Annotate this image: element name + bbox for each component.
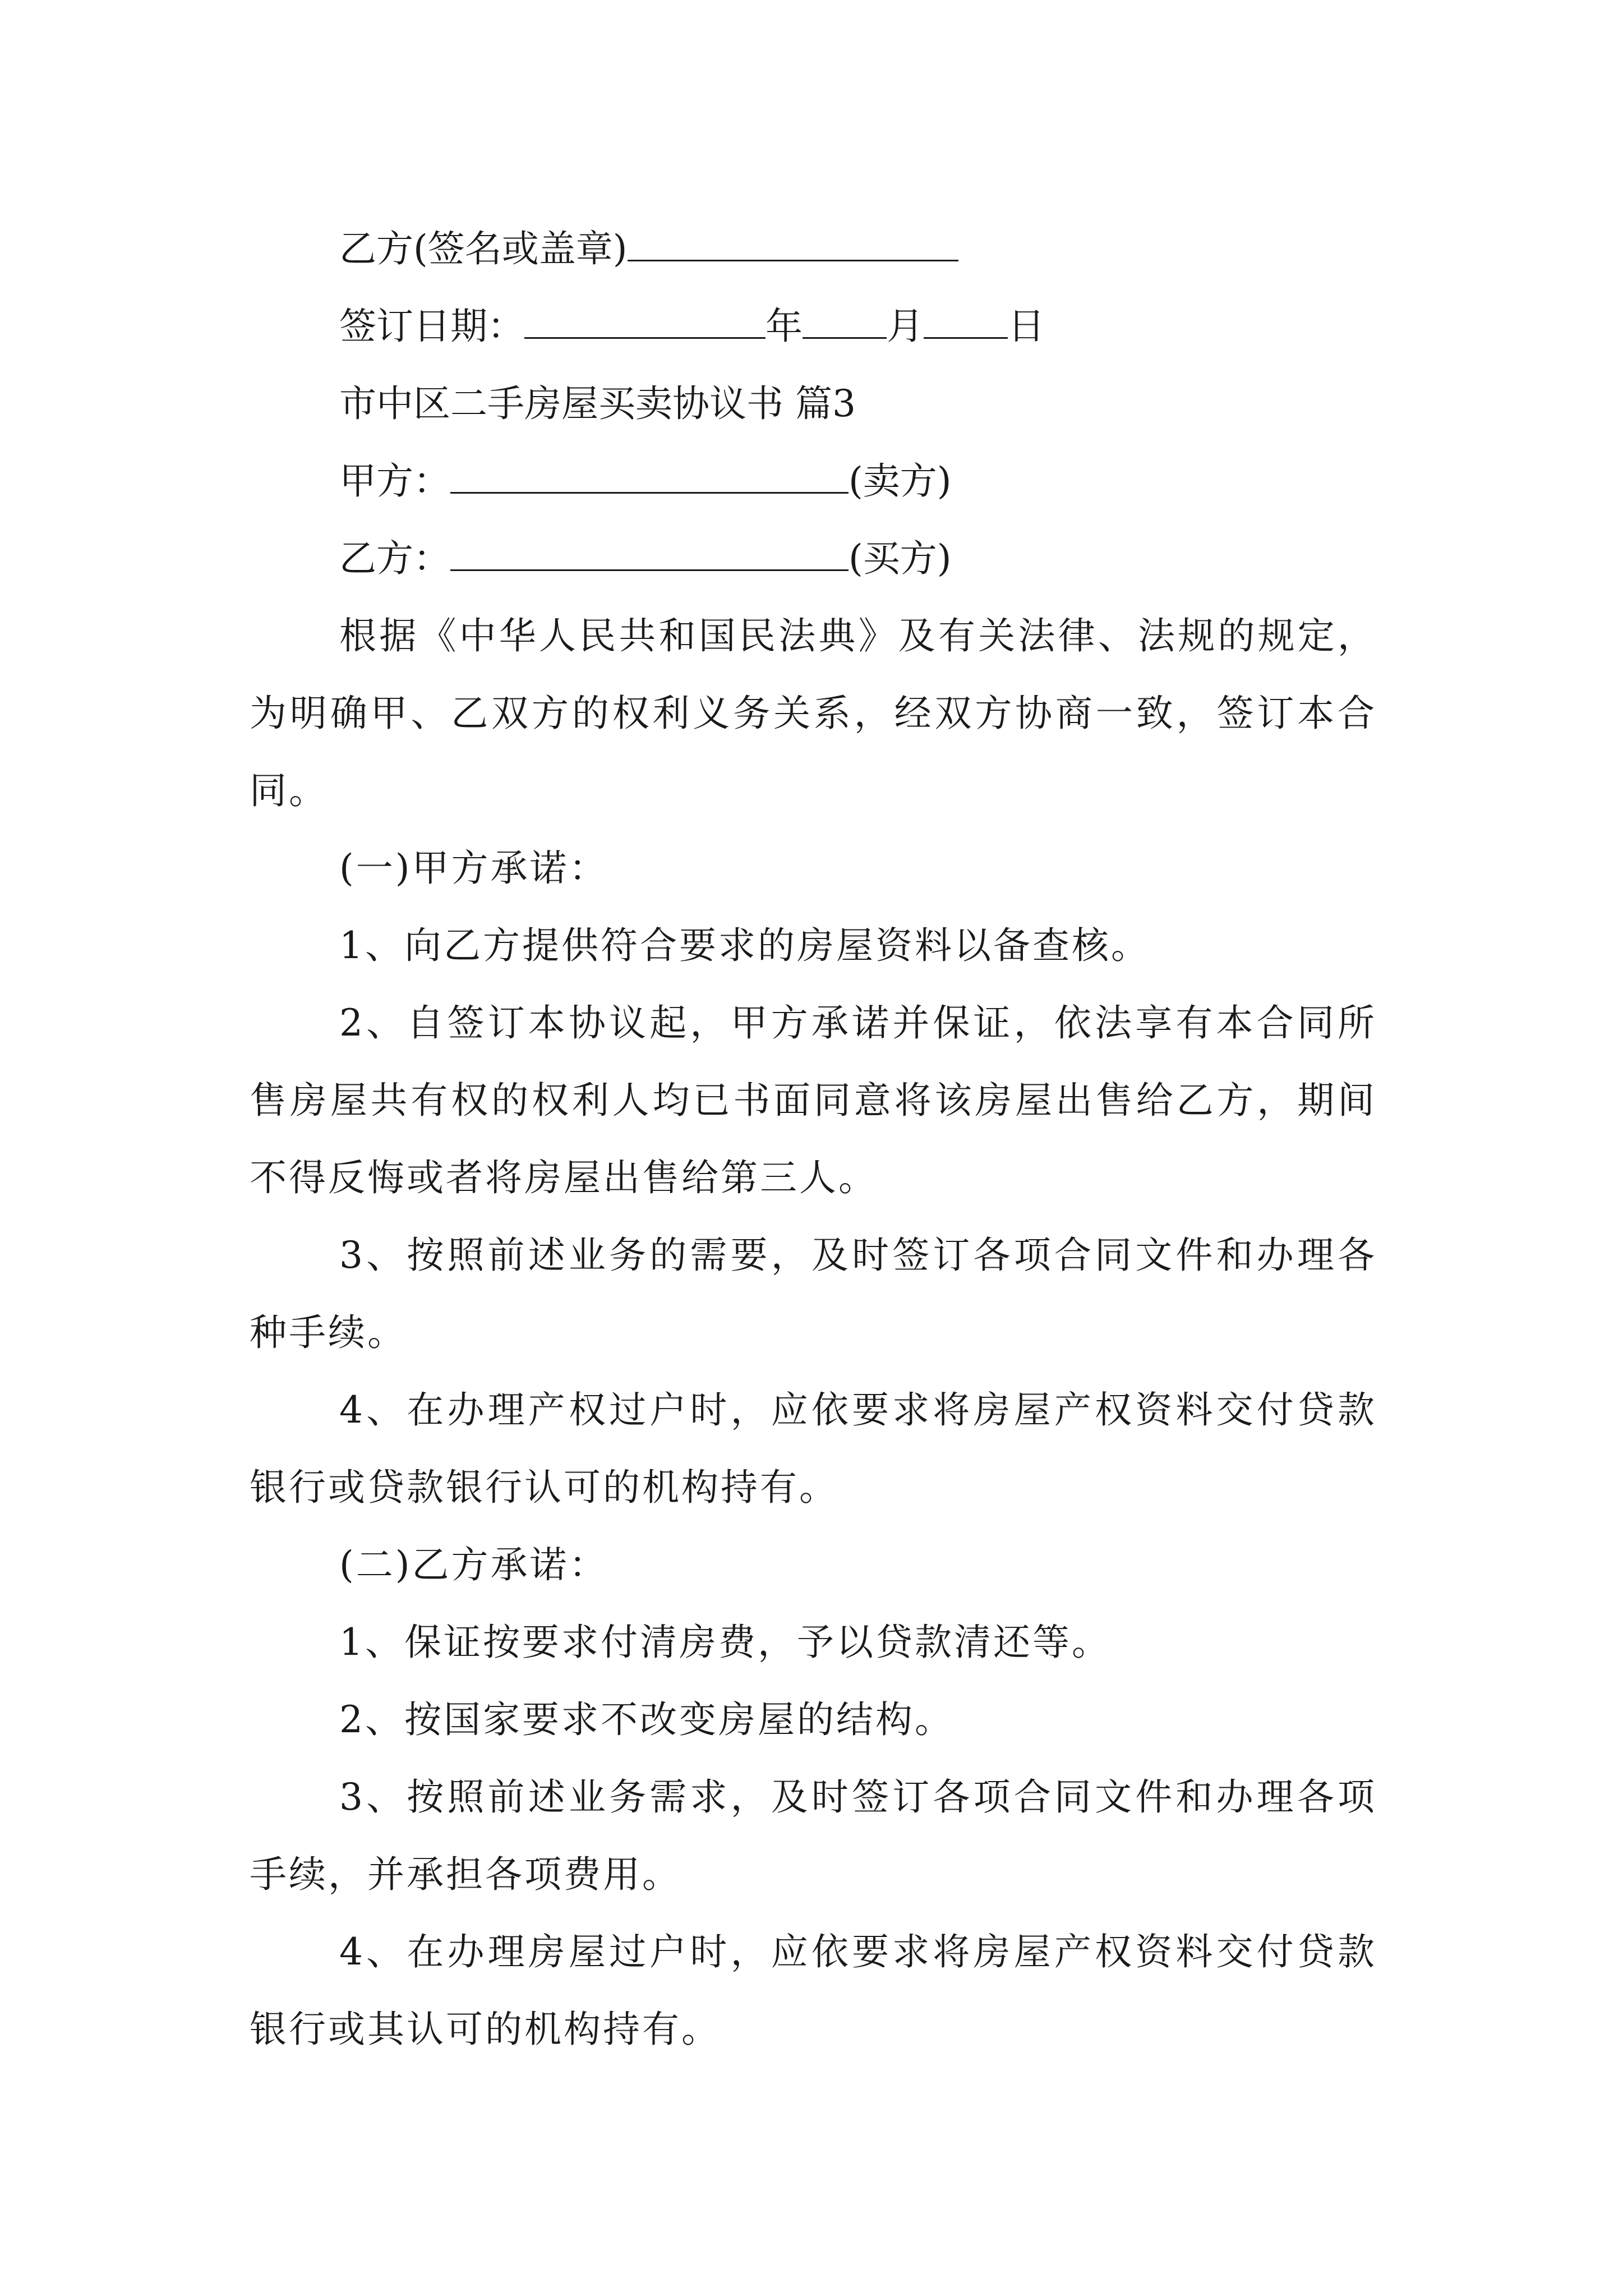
party-a-label: 甲方：	[339, 459, 450, 503]
section-title: 市中区二手房屋买卖协议书 篇3	[339, 382, 856, 425]
party-b-item-3: 3、按照前述业务需求，及时签订各项合同文件和办理各项手续，并承担各项费用。	[250, 1775, 1377, 1896]
intro-paragraph: 根据《中华人民共和国民法典》及有关法律、法规的规定，为明确甲、乙双方的权利义务关系，经双方协商一致，签订本合同。	[250, 614, 1377, 812]
sign-date-label: 签订日期：	[339, 305, 524, 348]
party-b-role: (买方)	[849, 537, 952, 580]
party-b-item-1: 1、保证按要求付清房费，予以贷款清还等。	[339, 1621, 1111, 1664]
year-label: 年	[766, 305, 803, 348]
month-label: 月	[887, 305, 924, 348]
party-b-signature-line	[250, 210, 1377, 288]
party-a-item-1: 1、向乙方提供符合要求的房屋资料以备查核。	[339, 924, 1150, 967]
party-b-heading: (二)乙方承诺：	[339, 1543, 608, 1586]
sign-year-blank	[524, 305, 766, 339]
party-a-item-3: 3、按照前述业务的需要，及时签订各项合同文件和办理各种手续。	[250, 1234, 1377, 1354]
party-a-heading: (一)甲方承诺：	[339, 846, 608, 890]
day-label: 日	[1008, 305, 1045, 348]
party-b-signature-label: 乙方(签名或盖章)	[339, 227, 628, 270]
party-a-item-4: 4、在办理产权过户时，应依要求将房屋产权资料交付贷款银行或贷款银行认可的机构持有。	[250, 1388, 1377, 1509]
party-a-line	[250, 443, 1377, 520]
document-body	[250, 210, 1377, 2068]
party-b-signature-blank	[628, 227, 958, 261]
party-b-label: 乙方：	[339, 537, 450, 580]
party-b-line	[250, 520, 1377, 597]
party-a-name-blank	[450, 459, 849, 494]
party-b-item-4: 4、在办理房屋过户时，应依要求将房屋产权资料交付贷款银行或其认可的机构持有。	[250, 1930, 1377, 2051]
party-a-role: (卖方)	[849, 459, 952, 503]
sign-date-line	[250, 288, 1377, 365]
sign-month-blank	[803, 305, 887, 339]
party-b-item-2: 2、按国家要求不改变房屋的结构。	[339, 1698, 954, 1741]
party-b-name-blank	[450, 537, 849, 571]
sign-day-blank	[924, 305, 1008, 339]
party-a-item-2: 2、自签订本协议起，甲方承诺并保证，依法享有本合同所售房屋共有权的权利人均已书面同意将该房屋出售给乙方，期间不得反悔或者将房屋出售给第三人。	[250, 1001, 1377, 1199]
